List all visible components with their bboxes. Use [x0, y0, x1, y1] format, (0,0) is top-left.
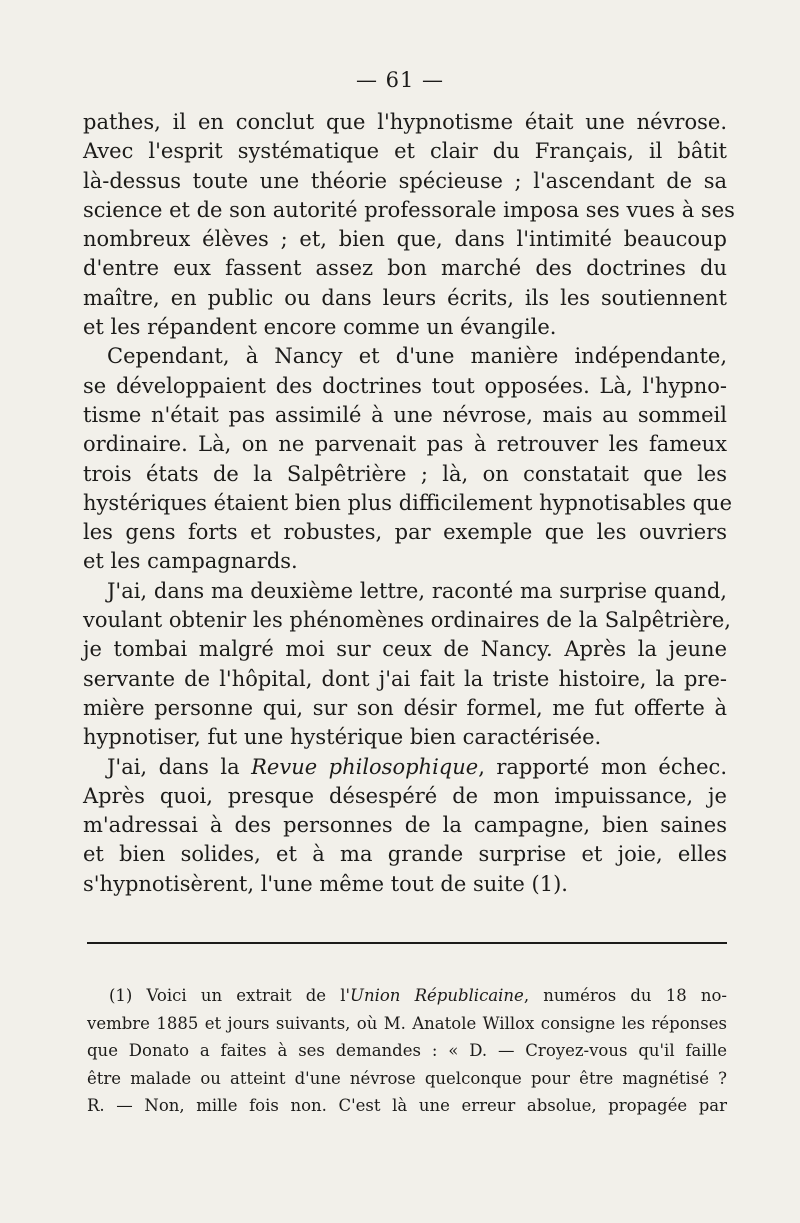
text-line: mière personne qui, sur son désir formel, me fut offerte à — [83, 695, 727, 720]
text-segment: (1) Voici un extrait de l' — [109, 986, 351, 1005]
text-line: m'adressai à des personnes de la campagne, bien saines — [83, 813, 727, 838]
text-line: voulant obtenir les phénomènes ordinaires de la Salpêtrière, — [83, 608, 731, 633]
text-line: science et de son autorité professorale imposa ses vues à ses — [83, 197, 735, 222]
text-segment: J'ai, dans la — [107, 754, 252, 779]
text-line: tisme n'était pas assimilé à une névrose, mais au sommeil — [83, 402, 727, 427]
text-line: Cependant, à Nancy et d'une manière indépendante, — [107, 344, 727, 369]
text-segment: , rapporté mon échec. — [478, 754, 727, 779]
text-line: hypnotiser, fut une hystérique bien caractérisée. — [83, 725, 602, 750]
footnote-line — [87, 982, 727, 1010]
text-line: J'ai, dans ma deuxième lettre, raconté ma surprise quand, — [107, 578, 727, 603]
text-line: trois états de la Salpêtrière ; là, on constatait que les — [83, 461, 727, 486]
footnote-line: être malade ou atteint d'une névrose quelconque pour être magnétisé ? — [87, 1068, 727, 1088]
page-number: — 61 — — [355, 68, 445, 92]
body-text — [83, 108, 735, 899]
text-line: servante de l'hôpital, dont j'ai fait la triste histoire, la pre- — [83, 666, 727, 691]
text-line: maître, en public ou dans leurs écrits, ils les soutiennent — [83, 285, 727, 310]
newspaper-title: Union Républicaine — [350, 986, 524, 1005]
footnote-divider — [87, 942, 727, 944]
text-line-with-italic — [83, 753, 727, 782]
footnote-line: R. — Non, mille fois non. C'est là une erreur absolue, propagée par — [87, 1096, 727, 1115]
text-line: Avec l'esprit systématique et clair du Français, il bâtit — [83, 139, 727, 164]
journal-title: Revue philosophique — [251, 754, 479, 779]
text-line: s'hypnotisèrent, l'une même tout de suite (1). — [83, 871, 568, 896]
text-line: et bien solides, et à ma grande surprise et joie, elles — [83, 842, 727, 867]
text-line: ordinaire. Là, on ne parvenait pas à retrouver les fameux — [83, 432, 727, 457]
text-line: je tombai malgré moi sur ceux de Nancy. Après la jeune — [83, 637, 727, 662]
text-line: et les campagnards. — [83, 549, 298, 574]
footnote-line: que Donato a faites à ses demandes : « D. — Croyez-vous qu'il faille — [87, 1041, 727, 1060]
text-line: et les répandent encore comme un évangile. — [83, 315, 557, 340]
text-line: Après quoi, presque désespéré de mon impuissance, je — [83, 783, 727, 808]
footnote-line: vembre 1885 et jours suivants, où M. Anatole Willox consigne les réponses — [87, 1013, 727, 1033]
text-line: hystériques étaient bien plus difficilement hypnotisables que — [83, 490, 733, 515]
text-line: les gens forts et robustes, par exemple que les ouvriers — [83, 520, 727, 545]
footnote — [87, 982, 727, 1120]
text-line: là-dessus toute une théorie spécieuse ; l'ascendant de sa — [83, 168, 727, 193]
text-line: nombreux élèves ; et, bien que, dans l'intimité beaucoup — [83, 227, 727, 252]
text-line: d'entre eux fassent assez bon marché des doctrines du — [83, 256, 727, 281]
text-line: pathes, il en conclut que l'hypnotisme était une névrose. — [83, 110, 727, 134]
text-segment: , numéros du 18 no- — [523, 986, 728, 1005]
text-line: se développaient des doctrines tout opposées. Là, l'hypno- — [83, 373, 727, 398]
